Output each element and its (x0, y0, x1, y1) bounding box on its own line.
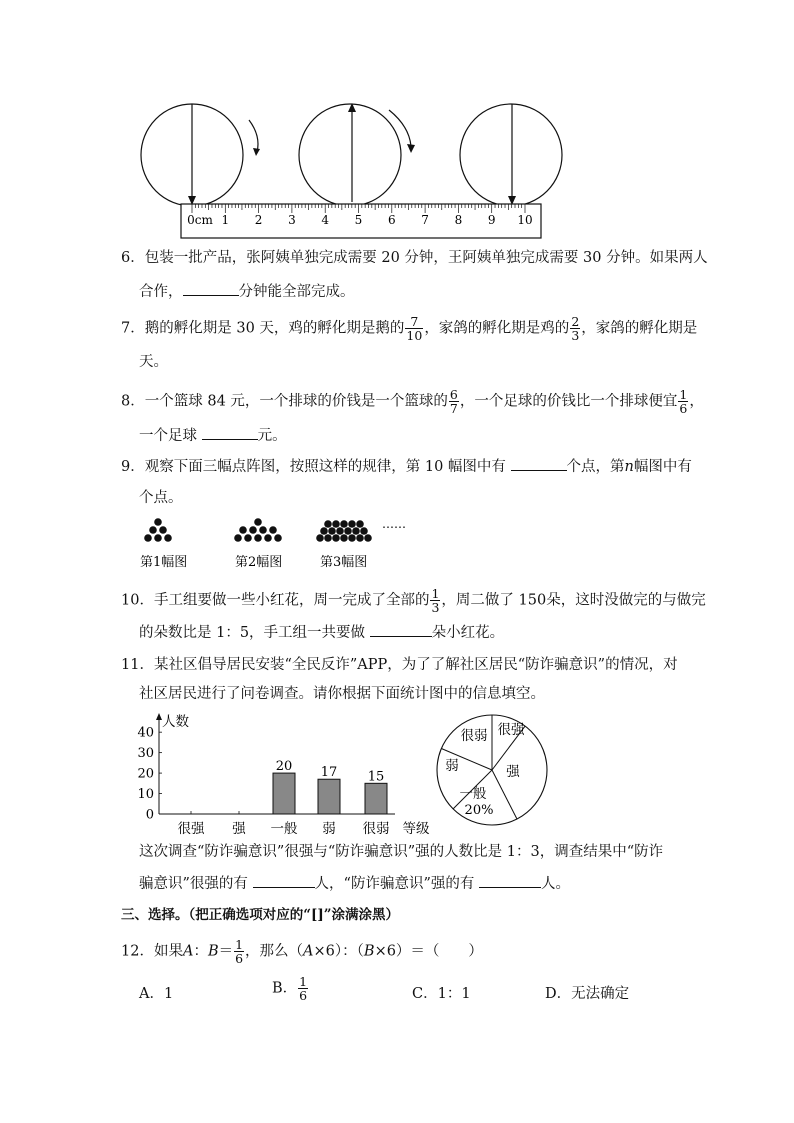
question-number: 9． (121, 459, 145, 475)
question-10-line-2 (139, 622, 504, 643)
question-text: ＝ (218, 943, 234, 960)
ruler-label: 0cm (187, 213, 213, 227)
question-text: 一个篮球 84 元，一个排球的价钱是一个篮球的 (144, 393, 448, 410)
dot-figure-caption-3: 第3幅图 (320, 555, 368, 570)
question-11-line-4 (139, 873, 570, 894)
question-text: 社区居民进行了问卷调查。请你根据下面统计图中的信息填空。 (139, 686, 545, 702)
question-text: 某社区倡导居民安装“全民反诈”APP，为了了解社区居民“防诈骗意识”的情况，对 (153, 657, 678, 673)
x-tick-label: 很弱 (362, 821, 390, 836)
question-text: 骗意识”很强的有 (139, 876, 253, 892)
question-text: ×6）：（ (313, 943, 364, 960)
x-axis-label: 等级 (402, 821, 430, 836)
question-7-line-2 (139, 352, 168, 372)
numerator: 6 (449, 387, 458, 402)
answer-blank[interactable] (479, 873, 541, 888)
numerator: 1 (679, 387, 688, 402)
variable-a: A (182, 943, 194, 960)
question-text: ×6）＝（ ） (374, 943, 483, 960)
bar-data-label: 17 (320, 765, 338, 781)
option-c-label: C．1：1 (412, 986, 471, 1002)
question-number: 10． (121, 592, 154, 609)
question-9-line-2 (139, 488, 183, 508)
ruler-label: 1 (221, 213, 230, 227)
ruler-label: 6 (387, 213, 396, 227)
variable-b: B (207, 943, 219, 960)
question-text: ，家鸽的孵化期是 (581, 320, 698, 337)
question-8-line-1 (121, 388, 704, 415)
pie-slice-label: 弱 (445, 758, 459, 774)
question-text: 的朵数比是 1：5，手工组一共要做 (139, 625, 370, 641)
y-tick-label: 20 (137, 766, 154, 782)
denominator: 3 (571, 328, 580, 343)
question-text: 一个足球 (139, 428, 202, 444)
ruler-label: 8 (454, 213, 463, 227)
denominator: 10 (406, 328, 423, 343)
option-d-label: D．无法确定 (545, 986, 630, 1002)
numerator: 1 (299, 974, 308, 989)
ruler-label: 5 (354, 213, 363, 227)
bar (318, 779, 340, 814)
y-tick-label: 10 (137, 787, 154, 803)
question-text: ，那么（ (245, 943, 304, 960)
numerator: 1 (431, 586, 440, 601)
question-number: 8． (121, 393, 145, 410)
fraction (405, 315, 423, 342)
question-text: 鹅的孵化期是 30 天，鸡的孵化期是鹅的 (144, 320, 405, 337)
question-text: 包装一批产品，张阿姨单独完成需要 20 分钟，王阿姨单独完成需要 30 分钟。如果两人 (144, 250, 708, 266)
question-number: 7． (121, 320, 145, 337)
bar-data-label: 15 (367, 769, 385, 785)
variable-b: B (363, 943, 375, 960)
y-tick-label: 40 (137, 725, 154, 741)
y-tick-label: 0 (145, 807, 154, 823)
x-tick-label: 很强 (177, 821, 205, 836)
question-9-line-1 (121, 456, 692, 477)
question-number: 12． (121, 943, 154, 960)
question-text: 观察下面三幅点阵图，按照这样的规律，第 10 幅图中有 (144, 459, 511, 475)
question-text: 幅图中有 (633, 459, 692, 475)
ruler-label: 7 (421, 213, 429, 227)
option-d[interactable] (545, 982, 629, 1003)
question-10-line-1 (121, 587, 706, 614)
option-b[interactable] (272, 975, 309, 1002)
denominator: 6 (235, 951, 244, 966)
question-text: 分钟能全部完成。 (238, 284, 355, 300)
question-12-line-1 (121, 938, 483, 965)
section-3-title (121, 905, 399, 925)
question-11-line-2 (139, 684, 545, 704)
denominator: 7 (449, 401, 458, 416)
variable-a: A (303, 943, 314, 960)
answer-blank[interactable] (183, 281, 239, 296)
bar-data-label: 20 (275, 759, 293, 775)
dot-figure-3 (316, 520, 372, 542)
denominator: 6 (299, 988, 308, 1003)
dot-figure-caption-1: 第1幅图 (140, 555, 188, 570)
denominator: 6 (679, 401, 688, 416)
question-text: ，一个足球的价钱比一个排球便宜 (459, 393, 678, 410)
ruler-label: 4 (321, 213, 330, 227)
y-tick-label: 30 (137, 746, 154, 762)
option-a-label: A．1 (139, 986, 174, 1002)
answer-blank[interactable] (202, 425, 258, 440)
pie-slice-label: 很弱 (460, 728, 488, 744)
option-b-label: B． (272, 980, 298, 997)
question-11-line-3 (139, 842, 663, 862)
section-title-text: 三、选择。（把正确选项对应的“[]”涂满涂黑） (121, 907, 400, 923)
question-text: 个点。 (139, 490, 183, 506)
ruler-label: 10 (517, 213, 533, 227)
question-7-line-1 (121, 315, 697, 342)
question-text: 朵小红花。 (431, 625, 505, 641)
pie-slice-label: 很强 (497, 722, 525, 738)
question-text: 这次调查“防诈骗意识”很强与“防诈骗意识”强的人数比是 1：3，调查结果中“防诈 (139, 844, 664, 860)
question-text: 如果 (153, 943, 183, 960)
dot-figure-caption-2: 第2幅图 (235, 555, 283, 570)
question-text: ， (689, 393, 704, 410)
question-number: 11． (121, 657, 154, 673)
answer-blank[interactable] (511, 456, 567, 471)
question-text: ： (193, 943, 208, 960)
bar (273, 773, 295, 814)
question-text: 人。 (540, 876, 570, 892)
denominator: 3 (431, 600, 440, 615)
question-8-line-2 (139, 425, 287, 446)
dot-figure-1 (144, 518, 172, 542)
question-text: 人，“防诈骗意识”强的有 (314, 876, 479, 892)
question-number: 6． (121, 250, 145, 266)
fraction (430, 587, 440, 614)
pie-annotation: 20% (464, 803, 494, 818)
numerator: 1 (235, 937, 244, 952)
question-text: 合作， (139, 284, 183, 300)
option-c[interactable] (412, 982, 471, 1003)
question-text: 元。 (257, 428, 287, 444)
bar (365, 783, 387, 814)
pie-slice-label: 强 (506, 764, 520, 780)
question-6-line-1 (121, 248, 708, 268)
ruler-circles-figure (133, 98, 573, 240)
bar-chart (133, 710, 438, 836)
question-text: 天。 (139, 354, 168, 370)
numerator: 7 (410, 314, 419, 329)
fraction (570, 315, 580, 342)
variable-n: n (624, 459, 634, 475)
answer-blank[interactable] (370, 622, 432, 637)
question-text: ，周二做了 150朵，这时没做完的与做完 (441, 592, 706, 609)
question-text: 手工组要做一些小红花，周一完成了全部的 (153, 592, 430, 609)
ruler-label: 3 (288, 213, 296, 227)
x-tick-label: 强 (232, 821, 246, 836)
question-6-line-2 (139, 281, 355, 302)
answer-blank[interactable] (253, 873, 315, 888)
pie-chart (432, 710, 552, 832)
numerator: 2 (571, 314, 580, 329)
fraction (234, 938, 244, 965)
question-11-line-1 (121, 655, 678, 675)
ellipsis: …… (382, 517, 406, 531)
x-tick-label: 弱 (322, 821, 336, 836)
x-tick-label: 一般 (270, 821, 298, 836)
dot-pattern-figure (135, 516, 415, 572)
dot-figure-2 (234, 518, 282, 542)
circle-3 (460, 104, 562, 206)
option-a[interactable] (139, 982, 173, 1003)
fraction (449, 388, 459, 415)
circle-2 (299, 104, 401, 206)
y-axis-label: 人数 (162, 714, 189, 730)
question-text: ，家鸽的孵化期是鸡的 (424, 320, 570, 337)
question-text: 个点，第 (566, 459, 625, 475)
pie-slice-label: 一般 (459, 786, 487, 802)
ruler-label: 9 (487, 213, 496, 227)
fraction (678, 388, 688, 415)
fraction (298, 975, 308, 1002)
ruler-label: 2 (254, 213, 263, 227)
